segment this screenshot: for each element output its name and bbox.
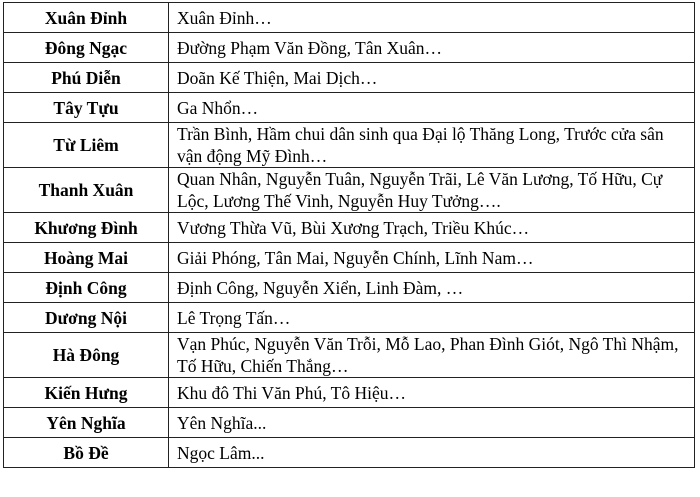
ward-cell: Dương Nội <box>4 303 169 333</box>
ward-cell: Hoàng Mai <box>4 243 169 273</box>
table-row <box>4 213 695 243</box>
table-row <box>4 63 695 93</box>
table-row <box>4 378 695 408</box>
streets-cell: Đường Phạm Văn Đồng, Tân Xuân… <box>169 33 695 63</box>
streets-cell: Vạn Phúc, Nguyễn Văn Trỗi, Mỗ Lao, Phan Đình Giót, Ngô Thì Nhậm, Tố Hữu, Chiến Thắng… <box>169 333 695 378</box>
streets-cell: Ga Nhổn… <box>169 93 695 123</box>
table-row <box>4 123 695 168</box>
table-row <box>4 168 695 213</box>
ward-cell: Bồ Đề <box>4 438 169 468</box>
streets-cell: Quan Nhân, Nguyễn Tuân, Nguyễn Trãi, Lê Văn Lương, Tố Hữu, Cự Lộc, Lương Thế Vinh, Nguyễn Huy Tưởng…. <box>169 168 695 213</box>
streets-cell: Giải Phóng, Tân Mai, Nguyễn Chính, Lĩnh Nam… <box>169 243 695 273</box>
table-row <box>4 408 695 438</box>
ward-cell: Tây Tựu <box>4 93 169 123</box>
streets-cell: Định Công, Nguyễn Xiển, Linh Đàm, … <box>169 273 695 303</box>
ward-cell: Từ Liêm <box>4 123 169 168</box>
streets-cell: Lê Trọng Tấn… <box>169 303 695 333</box>
ward-cell: Kiến Hưng <box>4 378 169 408</box>
streets-cell: Khu đô Thi Văn Phú, Tô Hiệu… <box>169 378 695 408</box>
table-row <box>4 3 695 33</box>
ward-streets-table <box>3 2 695 468</box>
ward-cell: Khương Đình <box>4 213 169 243</box>
streets-cell: Yên Nghĩa... <box>169 408 695 438</box>
table-body <box>4 3 695 468</box>
table-row <box>4 93 695 123</box>
streets-cell: Ngọc Lâm... <box>169 438 695 468</box>
streets-cell: Trần Bình, Hầm chui dân sinh qua Đại lộ Thăng Long, Trước cửa sân vận động Mỹ Đình… <box>169 123 695 168</box>
table-row <box>4 33 695 63</box>
streets-cell: Vương Thừa Vũ, Bùi Xương Trạch, Triều Khúc… <box>169 213 695 243</box>
ward-cell: Yên Nghĩa <box>4 408 169 438</box>
table-row <box>4 303 695 333</box>
ward-cell: Hà Đông <box>4 333 169 378</box>
streets-cell: Xuân Đỉnh… <box>169 3 695 33</box>
streets-cell: Doãn Kế Thiện, Mai Dịch… <box>169 63 695 93</box>
ward-cell: Định Công <box>4 273 169 303</box>
ward-cell: Thanh Xuân <box>4 168 169 213</box>
table-row <box>4 333 695 378</box>
ward-cell: Phú Diễn <box>4 63 169 93</box>
table-row <box>4 243 695 273</box>
table-row <box>4 273 695 303</box>
table-row <box>4 438 695 468</box>
ward-cell: Đông Ngạc <box>4 33 169 63</box>
ward-cell: Xuân Đỉnh <box>4 3 169 33</box>
